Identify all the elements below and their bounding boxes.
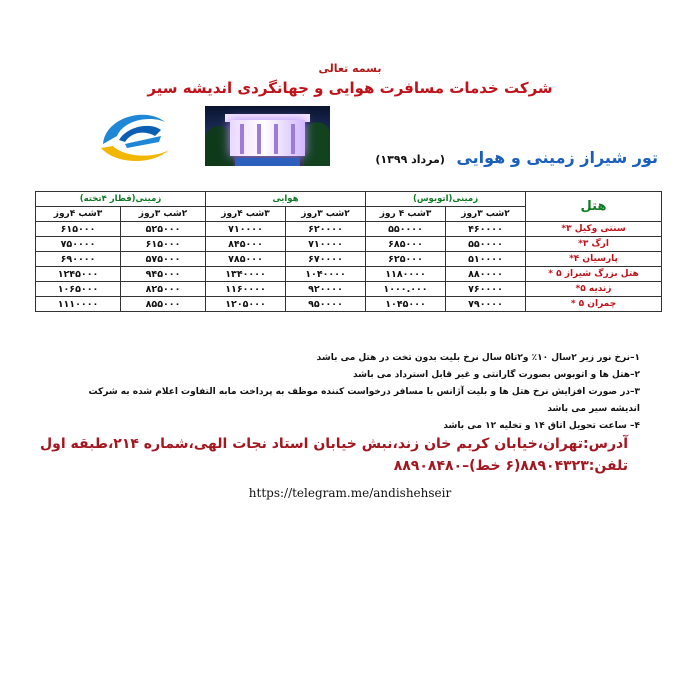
price-cell: ۱۰۴۵۰۰۰ [366, 297, 446, 312]
andisheh-seir-logo [95, 100, 175, 170]
price-cell: ۹۵۰۰۰۰ [286, 297, 366, 312]
price-cell: ۸۴۵۰۰۰ [206, 237, 286, 252]
price-cell: ۸۸۰۰۰۰ [446, 267, 526, 282]
price-cell: ۶۸۵۰۰۰ [366, 237, 446, 252]
hotel-column-header: هتل [526, 192, 662, 222]
note-item: ۴– ساعت تحویل اتاق ۱۴ و تخلیه ۱۲ می باشد [443, 421, 640, 431]
price-cell: ۹۴۵۰۰۰ [121, 267, 206, 282]
price-cell: ۱۳۴۰۰۰۰ [206, 267, 286, 282]
sub-header: ۲شب ۳روز [286, 207, 366, 222]
price-cell: ۷۶۰۰۰۰ [446, 282, 526, 297]
price-cell: ۷۹۰۰۰۰ [446, 297, 526, 312]
price-cell: ۵۲۵۰۰۰ [121, 222, 206, 237]
tour-date: (مرداد ۱۳۹۹) [375, 153, 445, 166]
phone-line: تلفن:۸۸۹۰۴۳۲۳(۶ خط)–۸۸۹۰۸۴۸۰ [393, 458, 628, 474]
group-header-air: هوایی [206, 192, 366, 207]
price-cell: ۱۱۸۰۰۰۰ [366, 267, 446, 282]
hotel-name-cell: زندیه ۵* [526, 282, 662, 297]
hotel-name-cell: ارگ ۳* [526, 237, 662, 252]
price-cell: ۶۲۰۰۰۰ [286, 222, 366, 237]
bismillah-heading: بسمه تعالی [318, 62, 382, 75]
price-cell: ۵۵۰۰۰۰ [366, 222, 446, 237]
price-cell: ۷۱۰۰۰۰ [206, 222, 286, 237]
price-cell: ۱۱۶۰۰۰۰ [206, 282, 286, 297]
sub-header: ۳شب ۴روز [36, 207, 121, 222]
price-cell: ۷۱۰۰۰۰ [286, 237, 366, 252]
price-cell: ۵۵۰۰۰۰ [446, 237, 526, 252]
sub-header: ۳شب ۴ روز [366, 207, 446, 222]
sub-header: ۲شب ۳روز [121, 207, 206, 222]
price-cell: ۱۱۱۰۰۰۰ [36, 297, 121, 312]
hotel-name-cell: هتل بزرگ شیراز ۵ * [526, 267, 662, 282]
price-cell: ۶۲۵۰۰۰ [366, 252, 446, 267]
table-row [36, 222, 662, 237]
price-cell: ۶۱۵۰۰۰ [121, 237, 206, 252]
price-cell: ۴۶۰۰۰۰ [446, 222, 526, 237]
hotel-name-cell: چمران ۵ * [526, 297, 662, 312]
telegram-link[interactable]: https://telegram.me/andishehseir [248, 486, 452, 500]
sub-header: ۲شب ۳روز [446, 207, 526, 222]
note-item: ۲–هتل ها و اتوبوس بصورت گارانتی و غیر قابل استرداد می باشد [352, 370, 640, 380]
price-cell: ۱۰۴۰۰۰۰ [286, 267, 366, 282]
group-header-train: زمینی(قطار ۴تخته) [36, 192, 206, 207]
price-cell: ۸۲۵۰۰۰ [121, 282, 206, 297]
note-item: ۳–در صورت افزایش نرخ هتل ها و بلیت آژانس با مسافر درخواست کننده موظف به پرداخت مابه التفاوت اعلام شده به شرکت [88, 387, 640, 397]
price-cell: ۱۰۰۰.۰۰۰ [366, 282, 446, 297]
sub-header: ۳شب ۴روز [206, 207, 286, 222]
group-header-bus: زمینی(اتوبوس) [366, 192, 526, 207]
price-cell: ۱۰۶۵۰۰۰ [36, 282, 121, 297]
price-cell: ۶۱۵۰۰۰ [36, 222, 121, 237]
table-row [36, 282, 662, 297]
shiraz-mansion-photo [205, 106, 330, 166]
tour-title [375, 148, 658, 167]
hotel-name-cell: پارسیان ۴* [526, 252, 662, 267]
price-cell: ۵۱۰۰۰۰ [446, 252, 526, 267]
table-row [36, 267, 662, 282]
table-row [36, 252, 662, 267]
price-cell: ۵۷۵۰۰۰ [121, 252, 206, 267]
price-table-body [36, 222, 662, 312]
price-cell: ۱۲۰۵۰۰۰ [206, 297, 286, 312]
note-item: ۱–نرخ نور زیر ۲سال ۱۰٪ و۲تا۵ سال نرخ بلیت بدون تخت در هتل می باشد [316, 353, 640, 363]
hotel-name-cell: سنتی وکیل ۳* [526, 222, 662, 237]
price-cell: ۷۵۰۰۰۰ [36, 237, 121, 252]
tour-title-text: تور شیراز زمینی و هوایی [456, 148, 658, 167]
address-line: آدرس:تهران،خیابان کریم خان زند،نبش خیابان استاد نجات الهی،شماره ۲۱۴،طبقه اول [39, 436, 628, 452]
price-cell: ۶۷۰۰۰۰ [286, 252, 366, 267]
company-name: شرکت خدمات مسافرت هوایی و جهانگردی اندیشه سیر [147, 79, 553, 97]
notes-section [40, 350, 640, 435]
price-cell: ۶۹۰۰۰۰ [36, 252, 121, 267]
table-row [36, 297, 662, 312]
price-table [35, 191, 662, 312]
price-cell: ۷۸۵۰۰۰ [206, 252, 286, 267]
note-item: اندیشه سیر می باشد [547, 404, 640, 414]
price-cell: ۹۲۰۰۰۰ [286, 282, 366, 297]
price-cell: ۱۲۴۵۰۰۰ [36, 267, 121, 282]
table-row [36, 237, 662, 252]
price-cell: ۸۵۵۰۰۰ [121, 297, 206, 312]
